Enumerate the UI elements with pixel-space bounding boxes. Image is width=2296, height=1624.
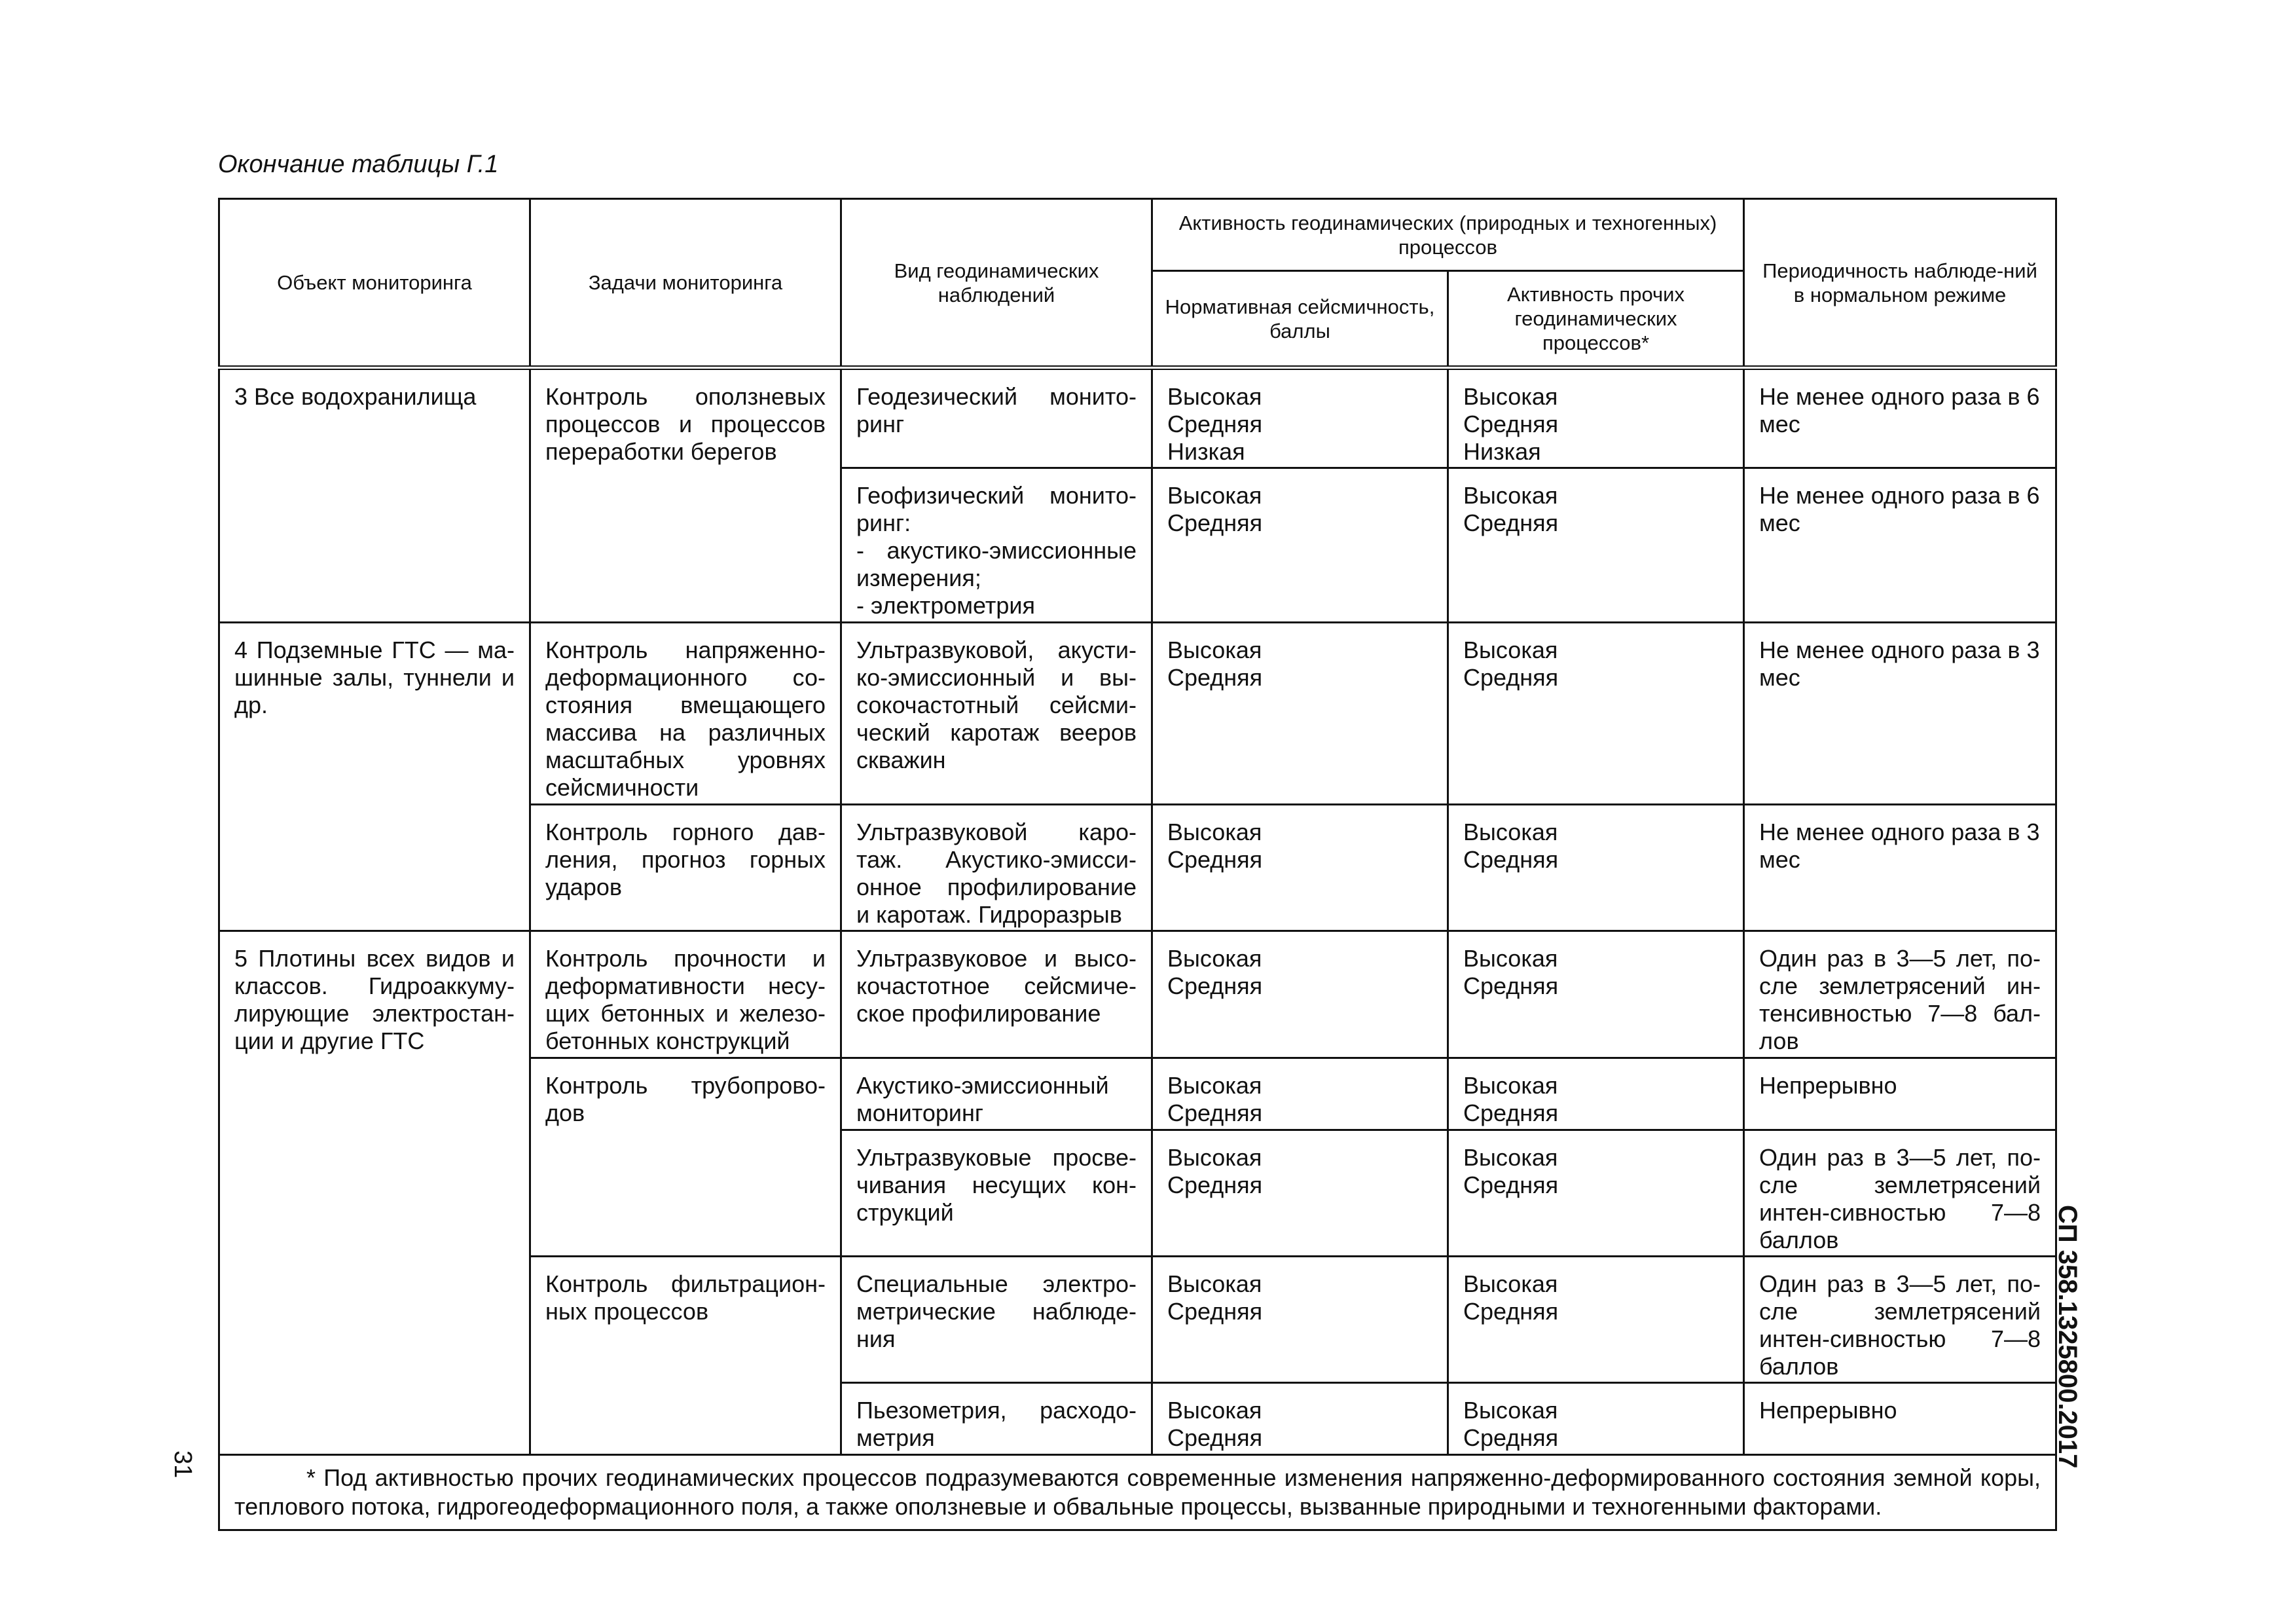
level-value: Высокая [1463, 1397, 1558, 1424]
level-value: Высокая [1167, 383, 1262, 410]
periodicity-cell: Не менее одного раза в 6 мес [1744, 368, 2056, 468]
type-cell: Акустико-эмиссионный мониторинг [841, 1058, 1152, 1130]
level-value: Средняя [1463, 509, 1559, 536]
level-value: Высокая [1167, 945, 1262, 972]
level-value: Высокая [1167, 637, 1262, 663]
seismicity-cell [1152, 805, 1448, 931]
level-value: Средняя [1463, 972, 1559, 999]
seismicity-cell [1152, 468, 1448, 623]
activity-cell [1448, 468, 1744, 623]
table-row [219, 368, 2056, 468]
periodicity-cell: Не менее одного раза в 6 мес [1744, 468, 2056, 623]
type-cell: Пьезометрия, расходо-метрия [841, 1383, 1152, 1455]
level-value: Средняя [1167, 1424, 1263, 1451]
seismicity-cell [1152, 623, 1448, 805]
type-cell: Ультразвуковые просве-чивания несущих кон-струкций [841, 1130, 1152, 1257]
footnote: * Под активностью прочих геодинамических процессов подразумеваются современные изменения напряженно-деформированного состояния земной коры, теплового потока, гидрогеодеформационного поля, а также оползневые и обвальные процессы, вызванные природными и техногенными факторами. [219, 1455, 2056, 1530]
level-value: Низкая [1167, 438, 1245, 465]
periodicity-cell: Непрерывно [1744, 1058, 2056, 1130]
header-seismicity: Нормативная сейсмичность, баллы [1152, 271, 1448, 368]
object-cell: 3 Все водохранилища [219, 368, 530, 623]
level-value: Средняя [1463, 1099, 1559, 1126]
level-value: Высокая [1463, 1144, 1558, 1171]
table-row [219, 623, 2056, 805]
level-value: Средняя [1167, 509, 1263, 536]
object-cell: 5 Плотины всех видов и классов. Гидроаккуму-лирующие электростан-ции и другие ГТС [219, 931, 530, 1455]
type-line: Геофизический монито-ринг: [856, 482, 1137, 536]
footnote-row [219, 1455, 2056, 1530]
level-value: Средняя [1167, 411, 1263, 437]
header-activity-group: Активность геодинамических (природных и техногенных) процессов [1152, 199, 1744, 271]
level-value: Высокая [1167, 1144, 1262, 1171]
activity-cell [1448, 623, 1744, 805]
level-value: Высокая [1463, 945, 1558, 972]
level-value: Средняя [1167, 1298, 1263, 1325]
task-cell: Контроль оползневых процессов и процессов переработки берегов [530, 368, 841, 623]
activity-cell [1448, 931, 1744, 1058]
activity-cell [1448, 368, 1744, 468]
level-value: Высокая [1167, 1072, 1262, 1099]
type-cell: Специальные электро-метрические наблюде-ния [841, 1257, 1152, 1383]
type-cell: Ультразвуковой, акусти-ко-эмиссионный и вы-сокочастотный сейсми-ческий каротаж вееров скважин [841, 623, 1152, 805]
seismicity-cell [1152, 368, 1448, 468]
level-value: Средняя [1167, 846, 1263, 873]
table-row [219, 931, 2056, 1058]
level-value: Высокая [1167, 1397, 1262, 1424]
activity-cell [1448, 1383, 1744, 1455]
level-value: Средняя [1167, 664, 1263, 691]
type-cell: Геодезический монито-ринг [841, 368, 1152, 468]
level-value: Высокая [1167, 819, 1262, 845]
header-object: Объект мониторинга [219, 199, 530, 368]
task-cell: Контроль фильтрацион-ных процессов [530, 1257, 841, 1455]
standard-code: СП 358.1325800.2017 [2053, 1205, 2082, 1469]
header-tasks: Задачи мониторинга [530, 199, 841, 368]
level-value: Средняя [1463, 1172, 1559, 1198]
seismicity-cell [1152, 931, 1448, 1058]
periodicity-cell: Непрерывно [1744, 1383, 2056, 1455]
task-cell: Контроль горного дав-ления, прогноз горных ударов [530, 805, 841, 931]
level-value: Средняя [1167, 972, 1263, 999]
type-cell [841, 468, 1152, 623]
task-cell: Контроль трубопрово-дов [530, 1058, 841, 1257]
periodicity-cell: Не менее одного раза в 3 мес [1744, 805, 2056, 931]
periodicity-cell: Один раз в 3—5 лет, по-сле землетрясений ин-тенсивностью 7—8 бал-лов [1744, 931, 2056, 1058]
periodicity-cell: Не менее одного раза в 3 мес [1744, 623, 2056, 805]
level-value: Высокая [1463, 1072, 1558, 1099]
seismicity-cell [1152, 1130, 1448, 1257]
seismicity-cell [1152, 1257, 1448, 1383]
level-value: Высокая [1167, 1270, 1262, 1297]
level-value: Высокая [1167, 482, 1262, 509]
type-cell: Ультразвуковое и высо-кочастотное сейсмиче-ское профилирование [841, 931, 1152, 1058]
type-cell: Ультразвуковой каро-таж. Акустико-эмисси-онное профилирование и каротаж. Гидроразрыв [841, 805, 1152, 931]
level-value: Средняя [1463, 846, 1559, 873]
type-line: - электрометрия [856, 592, 1035, 619]
table-caption: Окончание таблицы Г.1 [218, 151, 499, 178]
periodicity-cell: Один раз в 3—5 лет, по-сле землетрясений интен-сивностью 7—8 баллов [1744, 1130, 2056, 1257]
level-value: Средняя [1463, 411, 1559, 437]
level-value: Высокая [1463, 482, 1558, 509]
level-value: Средняя [1463, 1424, 1559, 1451]
level-value: Высокая [1463, 383, 1558, 410]
activity-cell [1448, 1257, 1744, 1383]
type-line: - акустико-эмиссионные измерения; [856, 537, 1137, 591]
level-value: Высокая [1463, 819, 1558, 845]
level-value: Средняя [1463, 1298, 1559, 1325]
activity-cell [1448, 1130, 1744, 1257]
level-value: Средняя [1167, 1099, 1263, 1126]
level-value: Высокая [1463, 637, 1558, 663]
level-value: Низкая [1463, 438, 1541, 465]
level-value: Средняя [1167, 1172, 1263, 1198]
task-cell: Контроль прочности и деформативности несу-щих бетонных и железо-бетонных конструкций [530, 931, 841, 1058]
monitoring-table [218, 198, 2057, 1531]
level-value: Средняя [1463, 664, 1559, 691]
seismicity-cell [1152, 1058, 1448, 1130]
periodicity-cell: Один раз в 3—5 лет, по-сле землетрясений интен-сивностью 7—8 баллов [1744, 1257, 2056, 1383]
task-cell: Контроль напряженно-деформационного со-стояния вмещающего массива на различных масштабных уровнях сейсмичности [530, 623, 841, 805]
object-cell: 4 Подземные ГТС — ма-шинные залы, туннели и др. [219, 623, 530, 931]
activity-cell [1448, 1058, 1744, 1130]
header-type: Вид геодинамических наблюдений [841, 199, 1152, 368]
activity-cell [1448, 805, 1744, 931]
level-value: Высокая [1463, 1270, 1558, 1297]
seismicity-cell [1152, 1383, 1448, 1455]
header-other-activity: Активность прочих геодинамических процессов* [1448, 271, 1744, 368]
header-periodicity: Периодичность наблюде-ний в нормальном режиме [1744, 199, 2056, 368]
page-number: 31 [169, 1450, 196, 1479]
